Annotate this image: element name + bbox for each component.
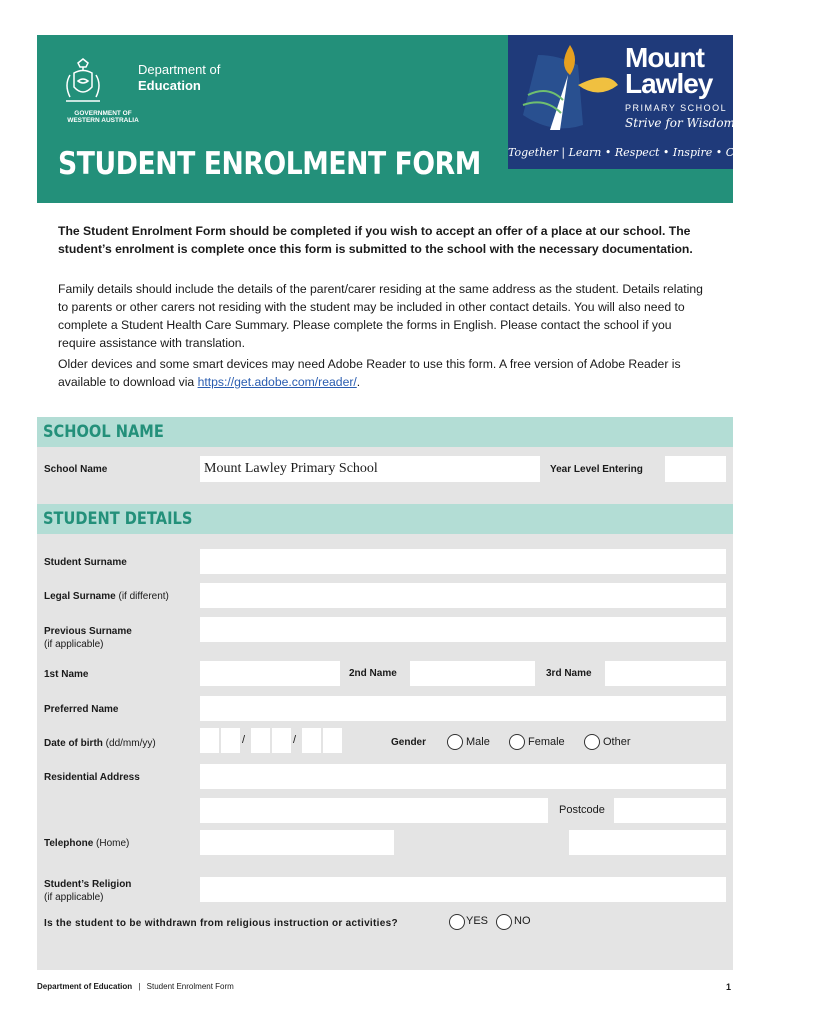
telephone-label	[44, 838, 129, 849]
withdraw-yes-label: YES	[466, 915, 489, 927]
student-surname-label: Student Surname	[44, 557, 127, 568]
footer-separator: |	[138, 982, 141, 991]
logo-mount-text: Mount	[625, 42, 704, 73]
legal-surname-label	[44, 591, 169, 602]
footer-dept: Department of Education	[37, 982, 133, 991]
footer-left	[37, 982, 234, 991]
school-name-field[interactable]	[200, 456, 540, 482]
telephone-other-field[interactable]	[569, 830, 726, 855]
first-name-label: 1st Name	[44, 669, 89, 680]
footer-form-name: Student Enrolment Form	[146, 982, 234, 991]
legal-surname-field[interactable]	[200, 583, 726, 608]
adobe-text-end: .	[356, 375, 361, 389]
first-name-field[interactable]	[200, 661, 340, 686]
gender-male-label: Male	[466, 736, 490, 748]
intro-adobe-paragraph	[58, 355, 703, 391]
dob-day-digit1[interactable]	[200, 728, 219, 753]
dob-label-text: Date of birth	[44, 738, 103, 749]
intro-bold-paragraph: The Student Enrolment Form should be completed if you wish to accept an offer of a place at our school. The student’s enrolment is complete once this form is submitted to the school with the necessary documentation.	[58, 224, 693, 256]
gender-label: Gender	[391, 737, 427, 748]
legal-surname-text: Legal Surname	[44, 591, 116, 602]
dept-name-line1: Department of	[138, 62, 221, 77]
religion-label: Student’s Religion	[44, 879, 132, 890]
dob-month-digit1[interactable]	[251, 728, 270, 753]
student-section-title: STUDENT DETAILS	[43, 509, 193, 529]
year-level-field[interactable]	[665, 456, 726, 482]
withdraw-question: Is the student to be withdrawn from religious instruction or activities?	[44, 918, 398, 929]
gender-other-radio[interactable]	[584, 734, 600, 750]
telephone-home-field[interactable]	[200, 830, 394, 855]
withdraw-no-radio[interactable]	[496, 914, 512, 930]
gov-line2: WESTERN AUSTRALIA	[67, 117, 139, 124]
third-name-label: 3rd Name	[546, 668, 592, 679]
school-section-title: SCHOOL NAME	[43, 422, 164, 442]
dob-month-digit2[interactable]	[272, 728, 291, 753]
year-level-label: Year Level Entering	[550, 464, 643, 475]
student-surname-field[interactable]	[200, 549, 726, 574]
second-name-field[interactable]	[410, 661, 535, 686]
second-name-label: 2nd Name	[349, 668, 397, 679]
previous-surname-label: Previous Surname	[44, 626, 132, 637]
dob-label	[44, 738, 156, 749]
address-line2-field[interactable]	[200, 798, 548, 823]
dob-year-digit2[interactable]	[323, 728, 342, 753]
crest-icon	[58, 55, 136, 111]
page-number: 1	[726, 982, 732, 992]
dob-separator-2: /	[293, 734, 297, 746]
preferred-name-field[interactable]	[200, 696, 726, 721]
logo-motto: Strive for Wisdom	[625, 116, 735, 130]
adobe-reader-link[interactable]: https://get.adobe.com/reader/	[197, 375, 357, 389]
page-title: STUDENT ENROLMENT FORM	[58, 146, 481, 182]
dob-note: (dd/mm/yy)	[105, 738, 156, 749]
logo-primary-school-text: PRIMARY SCHOOL	[625, 103, 728, 113]
dob-separator-1: /	[242, 734, 246, 746]
logo-tagline: Together | Learn • Respect • Inspire • Create • Celebrate	[508, 146, 832, 159]
preferred-name-label: Preferred Name	[44, 704, 119, 715]
dob-year-digit1[interactable]	[302, 728, 321, 753]
school-name-label: School Name	[44, 464, 108, 475]
dob-day-digit2[interactable]	[221, 728, 240, 753]
religion-note: (if applicable)	[44, 892, 104, 903]
gender-female-radio[interactable]	[509, 734, 525, 750]
postcode-label: Postcode	[559, 804, 605, 816]
withdraw-yes-radio[interactable]	[449, 914, 465, 930]
address-label: Residential Address	[44, 772, 140, 783]
gender-male-radio[interactable]	[447, 734, 463, 750]
school-name-value: Mount Lawley Primary School	[204, 461, 378, 476]
logo-lawley-text: Lawley	[625, 68, 713, 99]
legal-surname-note: (if different)	[118, 591, 169, 602]
religion-field[interactable]	[200, 877, 726, 902]
gender-other-label: Other	[603, 736, 631, 748]
intro-family-paragraph: Family details should include the details of the parent/carer residing at the same address as the student. Details relating to parents or other carers not residing with the student may be included in other contact details. You will also need to complete a Student Health Care Summary. Please complete the forms in English. Please contact the school if you require assistance with translation.	[58, 282, 703, 350]
adobe-text: Older devices and some smart devices may need Adobe Reader to use this form. A free version of Adobe Reader is available to download via	[58, 357, 681, 389]
dept-name-line2: Education	[138, 78, 201, 93]
third-name-field[interactable]	[605, 661, 726, 686]
previous-surname-note: (if applicable)	[44, 639, 104, 650]
gender-female-label: Female	[528, 736, 565, 748]
withdraw-no-label: NO	[514, 915, 531, 927]
address-line1-field[interactable]	[200, 764, 726, 789]
gov-line1: GOVERNMENT OF	[74, 110, 132, 117]
telephone-label-text: Telephone	[44, 838, 94, 849]
previous-surname-field[interactable]	[200, 617, 726, 642]
telephone-note: (Home)	[96, 838, 130, 849]
postcode-field[interactable]	[614, 798, 726, 823]
government-label	[58, 110, 148, 124]
